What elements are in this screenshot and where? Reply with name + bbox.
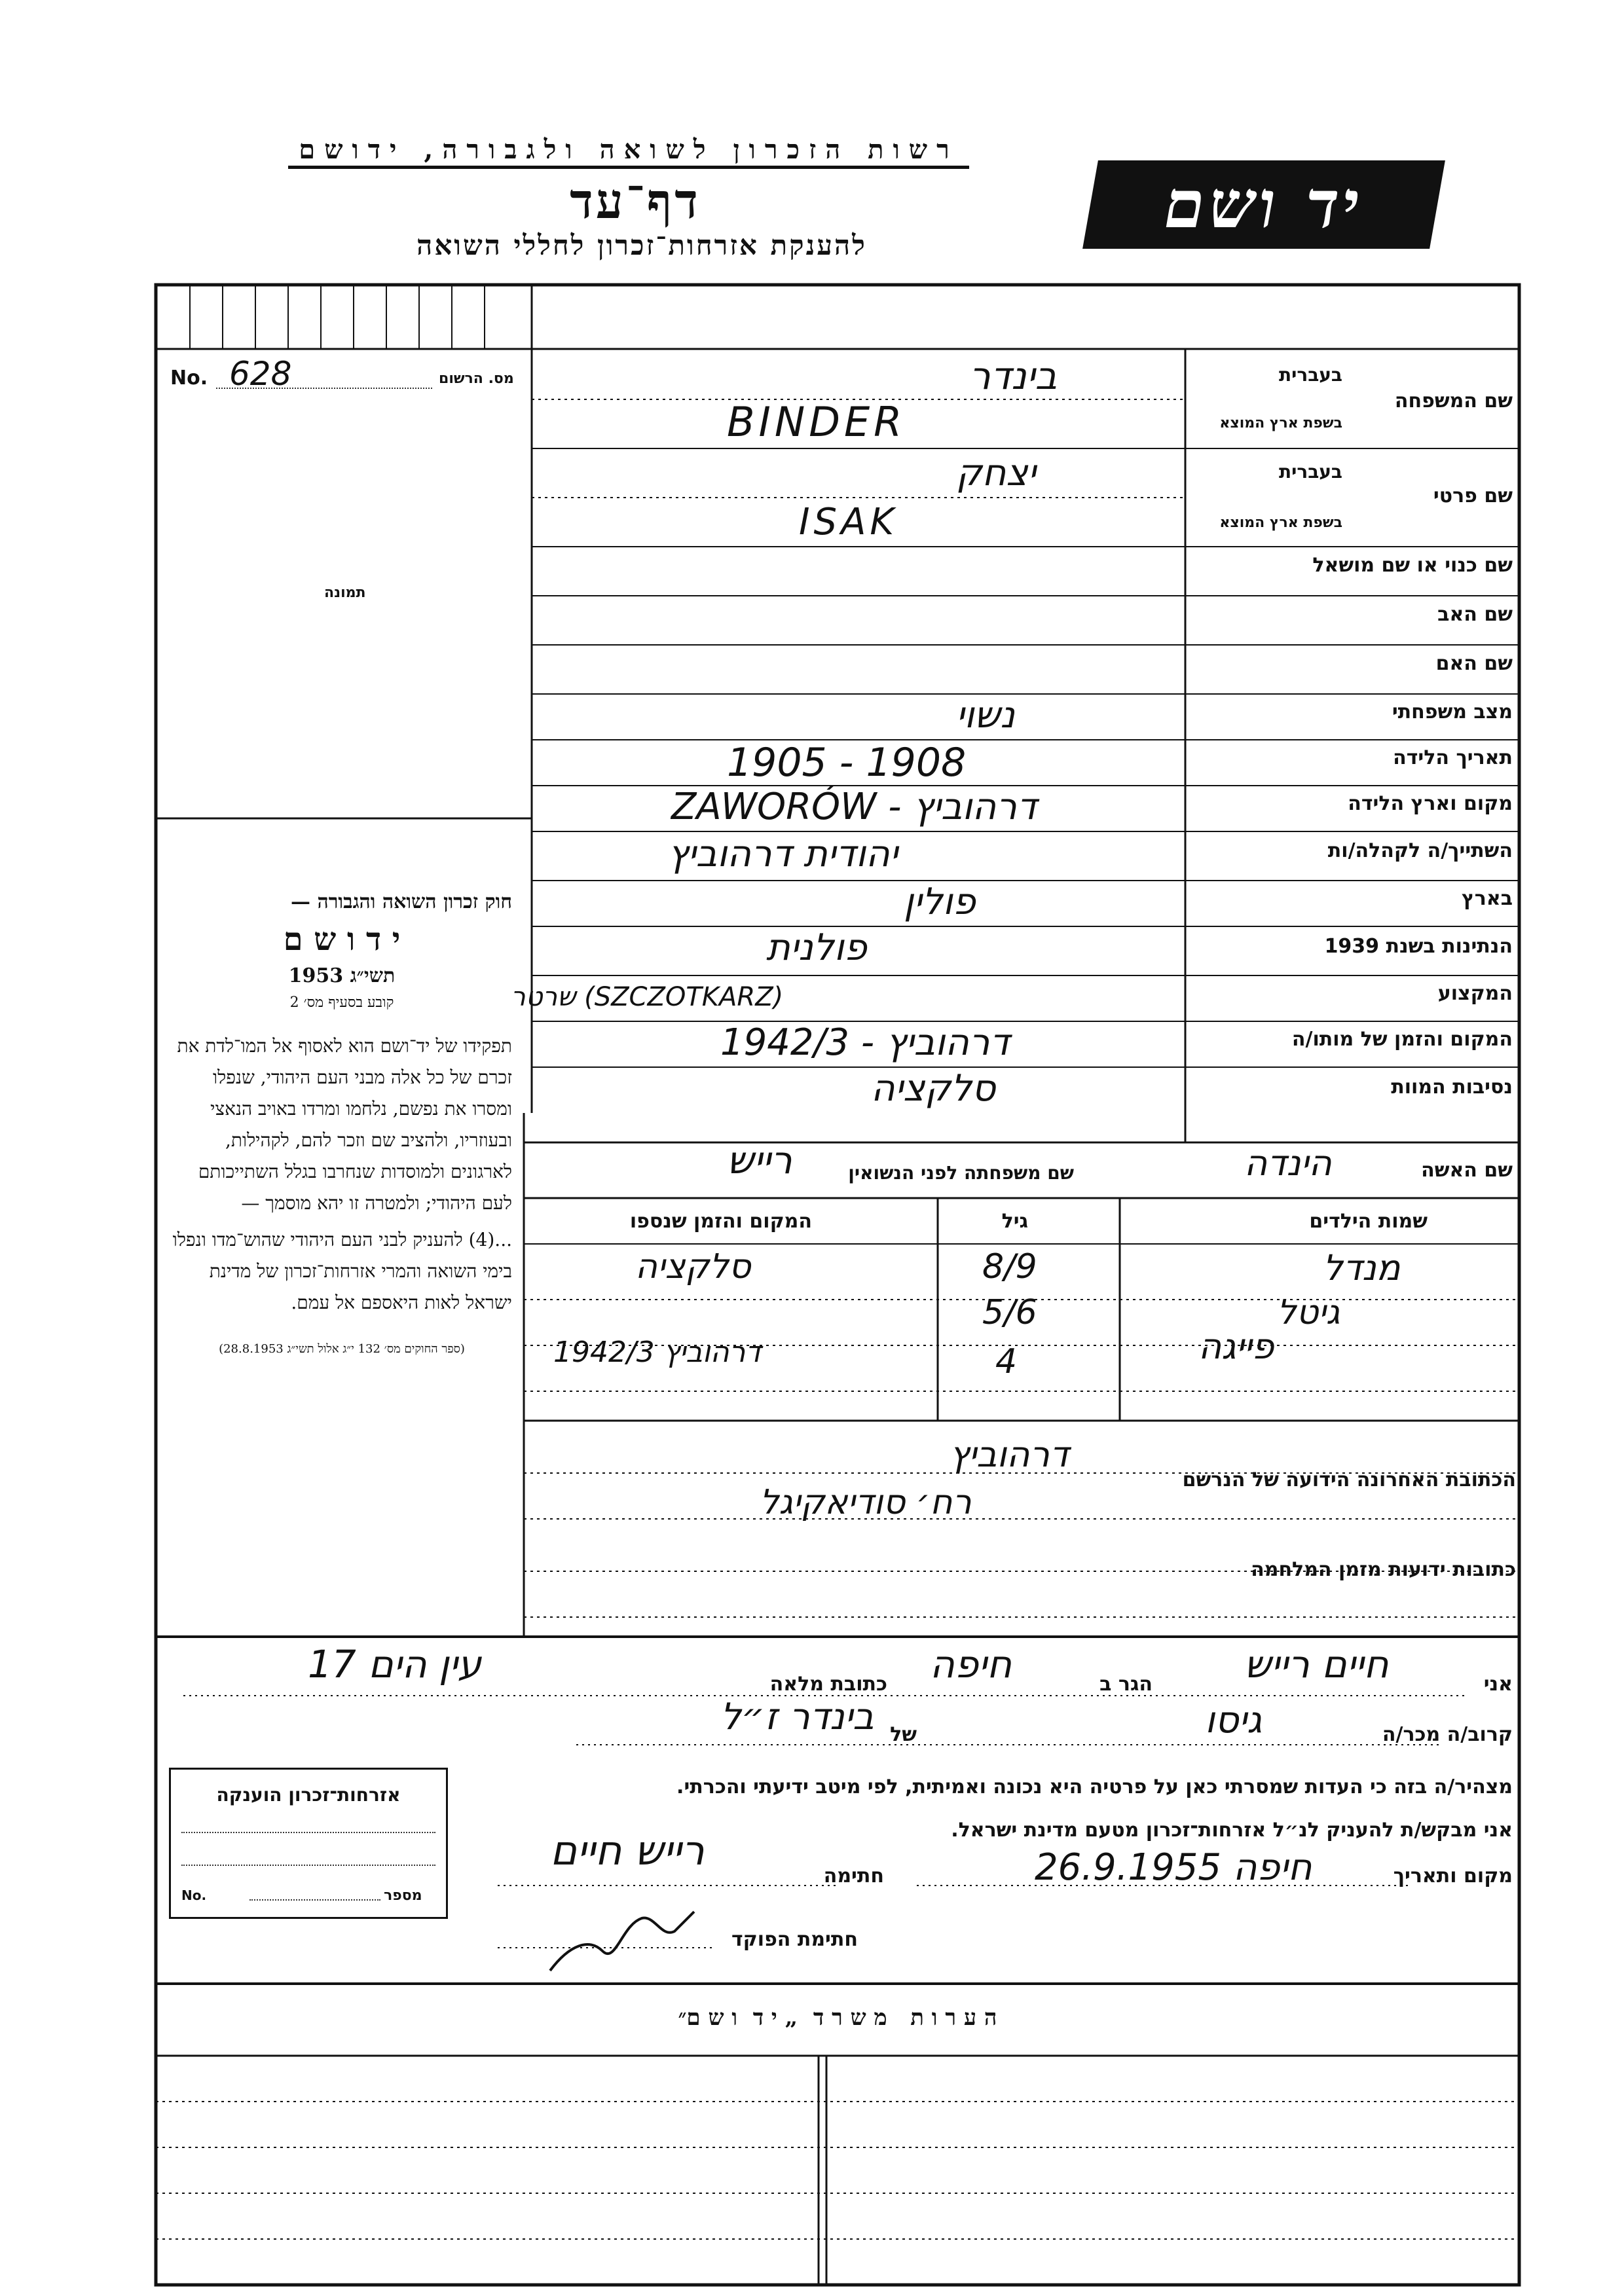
cause-label: נסיבות המוות (1391, 1076, 1513, 1099)
child-age-3: 4 (995, 1342, 1018, 1381)
of-name-value: בינדר ז״ל (720, 1696, 874, 1738)
place-date-label: מקום ותאריך (1393, 1865, 1513, 1887)
remarks-title: ה ע ר ו ת מ ש ר ד „ י ד ו ש ם״ (678, 2005, 997, 2031)
law-name: י ד ו ש ם (283, 921, 401, 958)
children-age-header: גיל (1001, 1210, 1028, 1233)
community-value: יהודית דרהוביץ (668, 833, 898, 875)
surname-hebrew-value: בינדר (969, 354, 1058, 398)
law-text-2: ...(4) להעניק לבני העם היהודי שהוש־מדו ונפלו בימי השואה והמרי אזרחות־זכרון של מדינת ישראל לאות היאספם אל עמם. (172, 1229, 512, 1313)
citizenship-box-number-label: מספר (384, 1887, 422, 1904)
child-age-1: 8/9 (982, 1247, 1037, 1286)
death-label: המקום והזמן של מותו/ה (1291, 1028, 1513, 1051)
law-citation: (ספר החוקים מס׳ 132 י״ג אלול תשי״ג 28.8.1953) (219, 1342, 465, 1356)
relative-label: קרוב/ה מכר/ה (1382, 1723, 1513, 1746)
officer-signature-scribble (544, 1899, 707, 1977)
citizenship-box-title: אזרחות־זכרון הוענקה (216, 1784, 401, 1806)
child-place-3: דרהוביץ 1942/3 (553, 1336, 762, 1369)
law-title: חוק זכרון השואה והגבורה — (291, 890, 512, 913)
law-clause: קובע בסעיף מס׳ 2 (289, 994, 394, 1011)
last-address-label: הכתובת האחרונה הידועה של הנרשם (1182, 1468, 1516, 1491)
full-address-label: כתובת מלאה (769, 1673, 887, 1696)
wife-maiden-value: רייש (727, 1138, 792, 1182)
yad-vashem-logo: יד ושם (1082, 160, 1445, 249)
registration-no-label-en: No. (170, 367, 208, 390)
surname-label: שם המשפחה (1394, 390, 1513, 412)
cause-value: סלקציה (871, 1067, 996, 1110)
child-age-2: 5/6 (982, 1293, 1037, 1332)
birthdate-label: תאריך הלידה (1393, 746, 1513, 769)
citizenship-box-no: No. (181, 1887, 207, 1903)
page-title: דף־עד (570, 173, 701, 230)
marital-value: נשוי (956, 694, 1015, 737)
birthdate-value: 1905 - 1908 (727, 740, 967, 786)
page-subtitle: להענקת אזרחות־זכרון לחללי השואה (416, 229, 867, 261)
law-year: תשי״ג 1953 (288, 964, 396, 987)
firstname-hebrew-label: בעברית (1278, 461, 1342, 483)
country-label: בארץ (1461, 887, 1513, 910)
child-name-3: פייגה (1198, 1326, 1274, 1367)
child-place-1: סלקציה (635, 1247, 751, 1286)
mother-label: שם האם (1435, 652, 1513, 675)
profession-value: שרטר (SZCZOTKARZ) (511, 982, 784, 1012)
resident-city: חיפה (930, 1642, 1012, 1686)
last-address-city: דרהוביץ (950, 1434, 1069, 1475)
institution-name: רשות הזכרון לשואה ולגבורה, ידושם (288, 134, 969, 169)
citizenship-granted-box (169, 1768, 448, 1919)
country-value: פולין (904, 881, 976, 923)
declaration-request: אני מבקש/ת להעניק לנ״ל אזרחות־זכרון מטעם מדינת ישראל. (951, 1819, 1513, 1842)
signature-label: חתימה (823, 1865, 884, 1887)
firstname-hebrew-value: יצחק (956, 452, 1037, 494)
law-text: תפקידו של יד־ושם הוא לאסוף אל המו־לדת את זכרם של כל אלה מבני העם היהודי, שנפלו ומסרו את נפשם, נלחמו ומרדו באויב הנאצי ובעוזריו, ולהציב שם וזכר להם, לקהילות, לארגונים ולמוסדות שנחרבו בגלל השתייכותם לעם היהודי; ולמטרה זו יהא מוסמך — (177, 1035, 512, 1214)
wife-maiden-label: שם משפחתה לפני הנשואין (848, 1162, 1074, 1184)
registration-number-row (170, 355, 524, 393)
citizenship-label: הנתינות בשנת 1939 (1324, 935, 1513, 958)
registration-no-label-he: מס. הרשום (439, 371, 514, 387)
profession-label: המקצוע (1437, 982, 1513, 1005)
death-value: דרהוביץ - 1942/3 (720, 1021, 1010, 1064)
law-panel (172, 890, 512, 1356)
community-label: השתייך/ה לקהלה/ות (1327, 839, 1513, 862)
signature-value: רייש חיים (550, 1827, 705, 1874)
father-label: שם האב (1437, 603, 1513, 626)
birthplace-label: מקום וארץ הלידה (1348, 792, 1513, 815)
firstname-label: שם פרטי (1433, 484, 1513, 507)
place-date-value: חיפה 26.9.1955 (1035, 1846, 1312, 1889)
declarant-name: חיים רייש (1244, 1642, 1389, 1686)
child-name-2: גיטל (1277, 1293, 1340, 1332)
children-place-header: המקום והזמן שנספו (629, 1210, 812, 1233)
resident-label: הגר ב (1099, 1673, 1153, 1696)
full-address-value: עין הים 17 (308, 1642, 482, 1686)
child-name-1: מנדל (1323, 1247, 1401, 1288)
of-label: של (890, 1723, 917, 1746)
firstname-origin-label: בשפת ארץ המוצא (1219, 515, 1342, 531)
relation-value: גיסו (1205, 1699, 1263, 1741)
marital-label: מצב משפחתי (1392, 701, 1513, 723)
wife-name: הינדה (1244, 1142, 1332, 1184)
officer-signature-label: חתימת הפוקד (731, 1928, 858, 1951)
war-address-label: כתובות ידועות מזמן המלחמה (1251, 1558, 1516, 1581)
children-names-header: שמות הילדים (1309, 1210, 1428, 1233)
declaration-statement: מצהיר/ה בזה כי העדות שמסרתי כאן על פרטיה היא נכונה ואמיתית, לפי מיטב ידיעתי והכרתי. (676, 1776, 1513, 1798)
last-address-street: רח׳ סודיאקיגל (760, 1483, 972, 1522)
declarant-i-label: אני (1483, 1673, 1513, 1696)
photo-label: תמונה (324, 585, 366, 601)
firstname-latin-value: ISAK (799, 501, 898, 543)
citizenship-value: פולנית (766, 926, 867, 969)
birthplace-value: ZAWORÓW - דרהוביץ (671, 786, 1037, 828)
surname-latin-value: BINDER (727, 398, 906, 446)
surname-origin-label: בשפת ארץ המוצא (1219, 415, 1342, 431)
nickname-label: שם כנוי או שם מושאל (1312, 554, 1513, 577)
wife-label: שם האשה (1421, 1159, 1513, 1182)
registration-number: 628 (229, 355, 292, 393)
surname-hebrew-label: בעברית (1278, 364, 1342, 386)
